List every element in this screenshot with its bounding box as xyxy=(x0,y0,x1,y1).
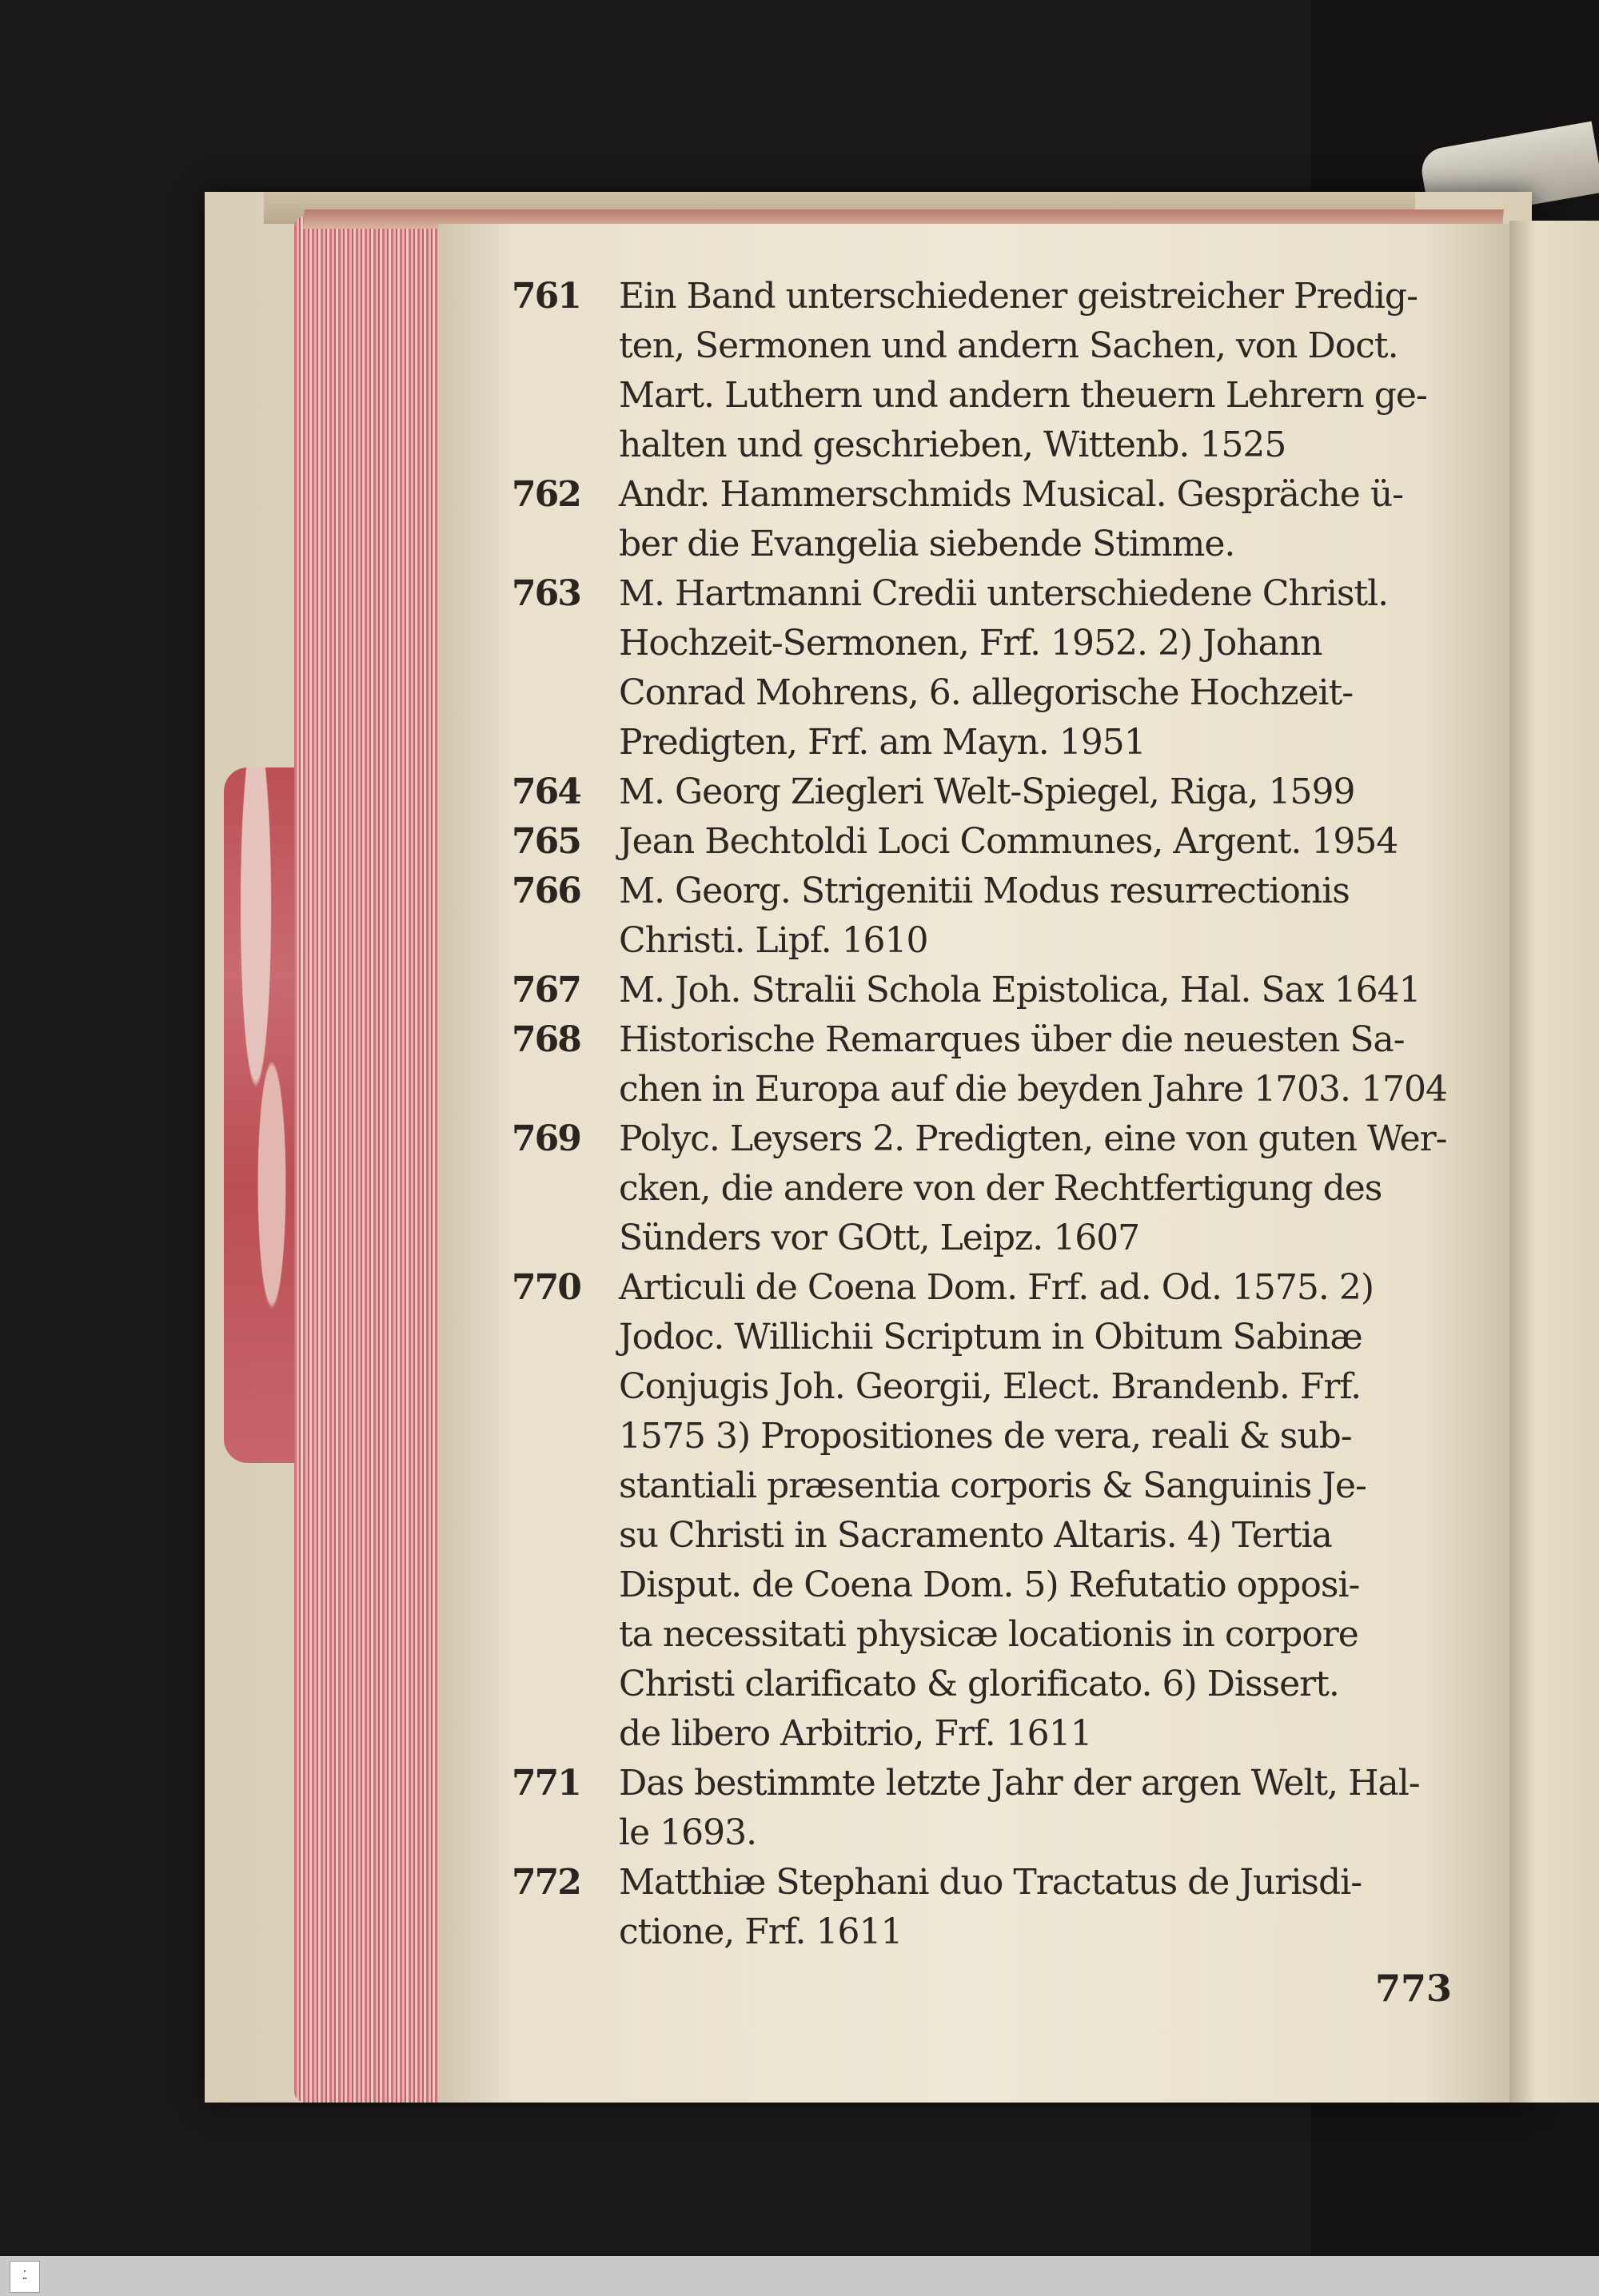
entry-line: Polyc. Leysers 2. Predigten, eine von guten Wer- xyxy=(619,1118,1447,1159)
entry-line: M. Joh. Stralii Schola Epistolica, Hal. Sax 1641 xyxy=(619,970,1421,1010)
catalogue-entry xyxy=(512,767,1463,817)
entry-text xyxy=(619,817,1463,867)
entry-text xyxy=(619,1759,1463,1858)
entry-line: Sünders vor GOtt, Leipz. 1607 xyxy=(619,1218,1140,1258)
entry-number: 762 xyxy=(512,474,580,515)
page-edges xyxy=(294,216,446,2103)
entry-line: ta necessitati physicæ locationis in corpore xyxy=(619,1614,1358,1655)
entry-number: 768 xyxy=(512,1019,580,1060)
catalogue-entry xyxy=(512,1759,1463,1858)
viewer-footer-bar xyxy=(0,2256,1599,2296)
catalogue-entry xyxy=(512,1015,1463,1114)
entry-line: Jean Bechtoldi Loci Communes, Argent. 1954 xyxy=(619,821,1398,862)
entry-text xyxy=(619,569,1463,767)
entry-number: 764 xyxy=(512,771,580,812)
entry-text xyxy=(619,1114,1463,1263)
entry-line: Hochzeit-Sermonen, Frf. 1952. 2) Johann xyxy=(619,623,1322,664)
entry-line: ctione, Frf. 1611 xyxy=(619,1911,903,1952)
catalogue-entry xyxy=(512,1858,1463,1957)
entry-line: Matthiæ Stephani duo Tractatus de Jurisdi- xyxy=(619,1862,1362,1903)
entry-line: Conjugis Joh. Georgii, Elect. Brandenb. Frf. xyxy=(619,1366,1362,1407)
entry-text xyxy=(619,470,1463,569)
entry-number: 765 xyxy=(512,821,580,862)
library-logo-icon[interactable]: ▪ ▪▪ xyxy=(10,2261,40,2293)
catalogue-entry xyxy=(512,1263,1463,1759)
entry-number: 770 xyxy=(512,1267,580,1308)
entry-line: ber die Evangelia siebende Stimme. xyxy=(619,524,1235,564)
entry-line: halten und geschrieben, Wittenb. 1525 xyxy=(619,425,1286,465)
entry-text xyxy=(619,1858,1463,1957)
entry-line: le 1693. xyxy=(619,1812,757,1853)
entry-line: M. Georg. Strigenitii Modus resurrectionis xyxy=(619,871,1350,911)
facing-page xyxy=(1509,221,1599,2103)
page-number: 773 xyxy=(1375,1967,1453,2010)
entry-line: Ein Band unterschiedener geistreicher Predig- xyxy=(619,276,1418,317)
entry-text xyxy=(619,1015,1463,1114)
entry-line: ten, Sermonen und andern Sachen, von Doct. xyxy=(619,325,1398,366)
entry-line: cken, die andere von der Rechtfertigung des xyxy=(619,1168,1382,1209)
marbled-endpaper xyxy=(224,767,304,1463)
entry-line: Christi clarificato & glorificato. 6) Dissert. xyxy=(619,1664,1339,1704)
entry-line: de libero Arbitrio, Frf. 1611 xyxy=(619,1713,1092,1754)
entry-text xyxy=(619,272,1463,470)
entry-line: chen in Europa auf die beyden Jahre 1703. 1704 xyxy=(619,1069,1447,1110)
entry-line: Conrad Mohrens, 6. allegorische Hochzeit- xyxy=(619,672,1354,713)
entry-line: Articuli de Coena Dom. Frf. ad. Od. 1575. 2) xyxy=(619,1267,1374,1308)
entry-line: Christi. Lipf. 1610 xyxy=(619,920,928,961)
catalogue-entry xyxy=(512,272,1463,470)
entry-line: Disput. de Coena Dom. 5) Refutatio opposi- xyxy=(619,1565,1360,1605)
entry-number: 763 xyxy=(512,573,580,614)
catalogue-entry xyxy=(512,817,1463,867)
entry-number: 769 xyxy=(512,1118,580,1159)
entry-line: M. Hartmanni Credii unterschiedene Christl. xyxy=(619,573,1389,614)
catalogue-entry xyxy=(512,867,1463,966)
entry-line: Historische Remarques über die neuesten Sa- xyxy=(619,1019,1405,1060)
entry-number: 772 xyxy=(512,1862,580,1903)
entry-text xyxy=(619,966,1463,1015)
entry-line: Mart. Luthern und andern theuern Lehrern ge- xyxy=(619,375,1427,416)
entry-number: 771 xyxy=(512,1763,580,1804)
catalogue-entry xyxy=(512,569,1463,767)
entry-line: su Christi in Sacramento Altaris. 4) Tertia xyxy=(619,1515,1332,1556)
catalogue-entry xyxy=(512,966,1463,1015)
entry-text xyxy=(619,767,1463,817)
entry-number: 767 xyxy=(512,970,580,1010)
entry-number: 766 xyxy=(512,871,580,911)
entry-line: Jodoc. Willichii Scriptum in Obitum Sabinæ xyxy=(619,1317,1362,1357)
entry-line: Andr. Hammerschmids Musical. Gespräche ü- xyxy=(619,474,1404,515)
entry-text xyxy=(619,867,1463,966)
entry-line: stantiali præsentia corporis & Sanguinis Je- xyxy=(619,1465,1366,1506)
entry-line: Predigten, Frf. am Mayn. 1951 xyxy=(619,722,1146,763)
catalogue-entry xyxy=(512,470,1463,569)
entry-line: Das bestimmte letzte Jahr der argen Welt, Hal- xyxy=(619,1763,1420,1804)
catalogue-entry xyxy=(512,1114,1463,1263)
entry-line: 1575 3) Propositiones de vera, reali & sub- xyxy=(619,1416,1352,1457)
catalogue-entries xyxy=(512,272,1463,1957)
entry-number: 761 xyxy=(512,276,580,317)
entry-text xyxy=(619,1263,1463,1759)
entry-line: M. Georg Ziegleri Welt-Spiegel, Riga, 1599 xyxy=(619,771,1355,812)
